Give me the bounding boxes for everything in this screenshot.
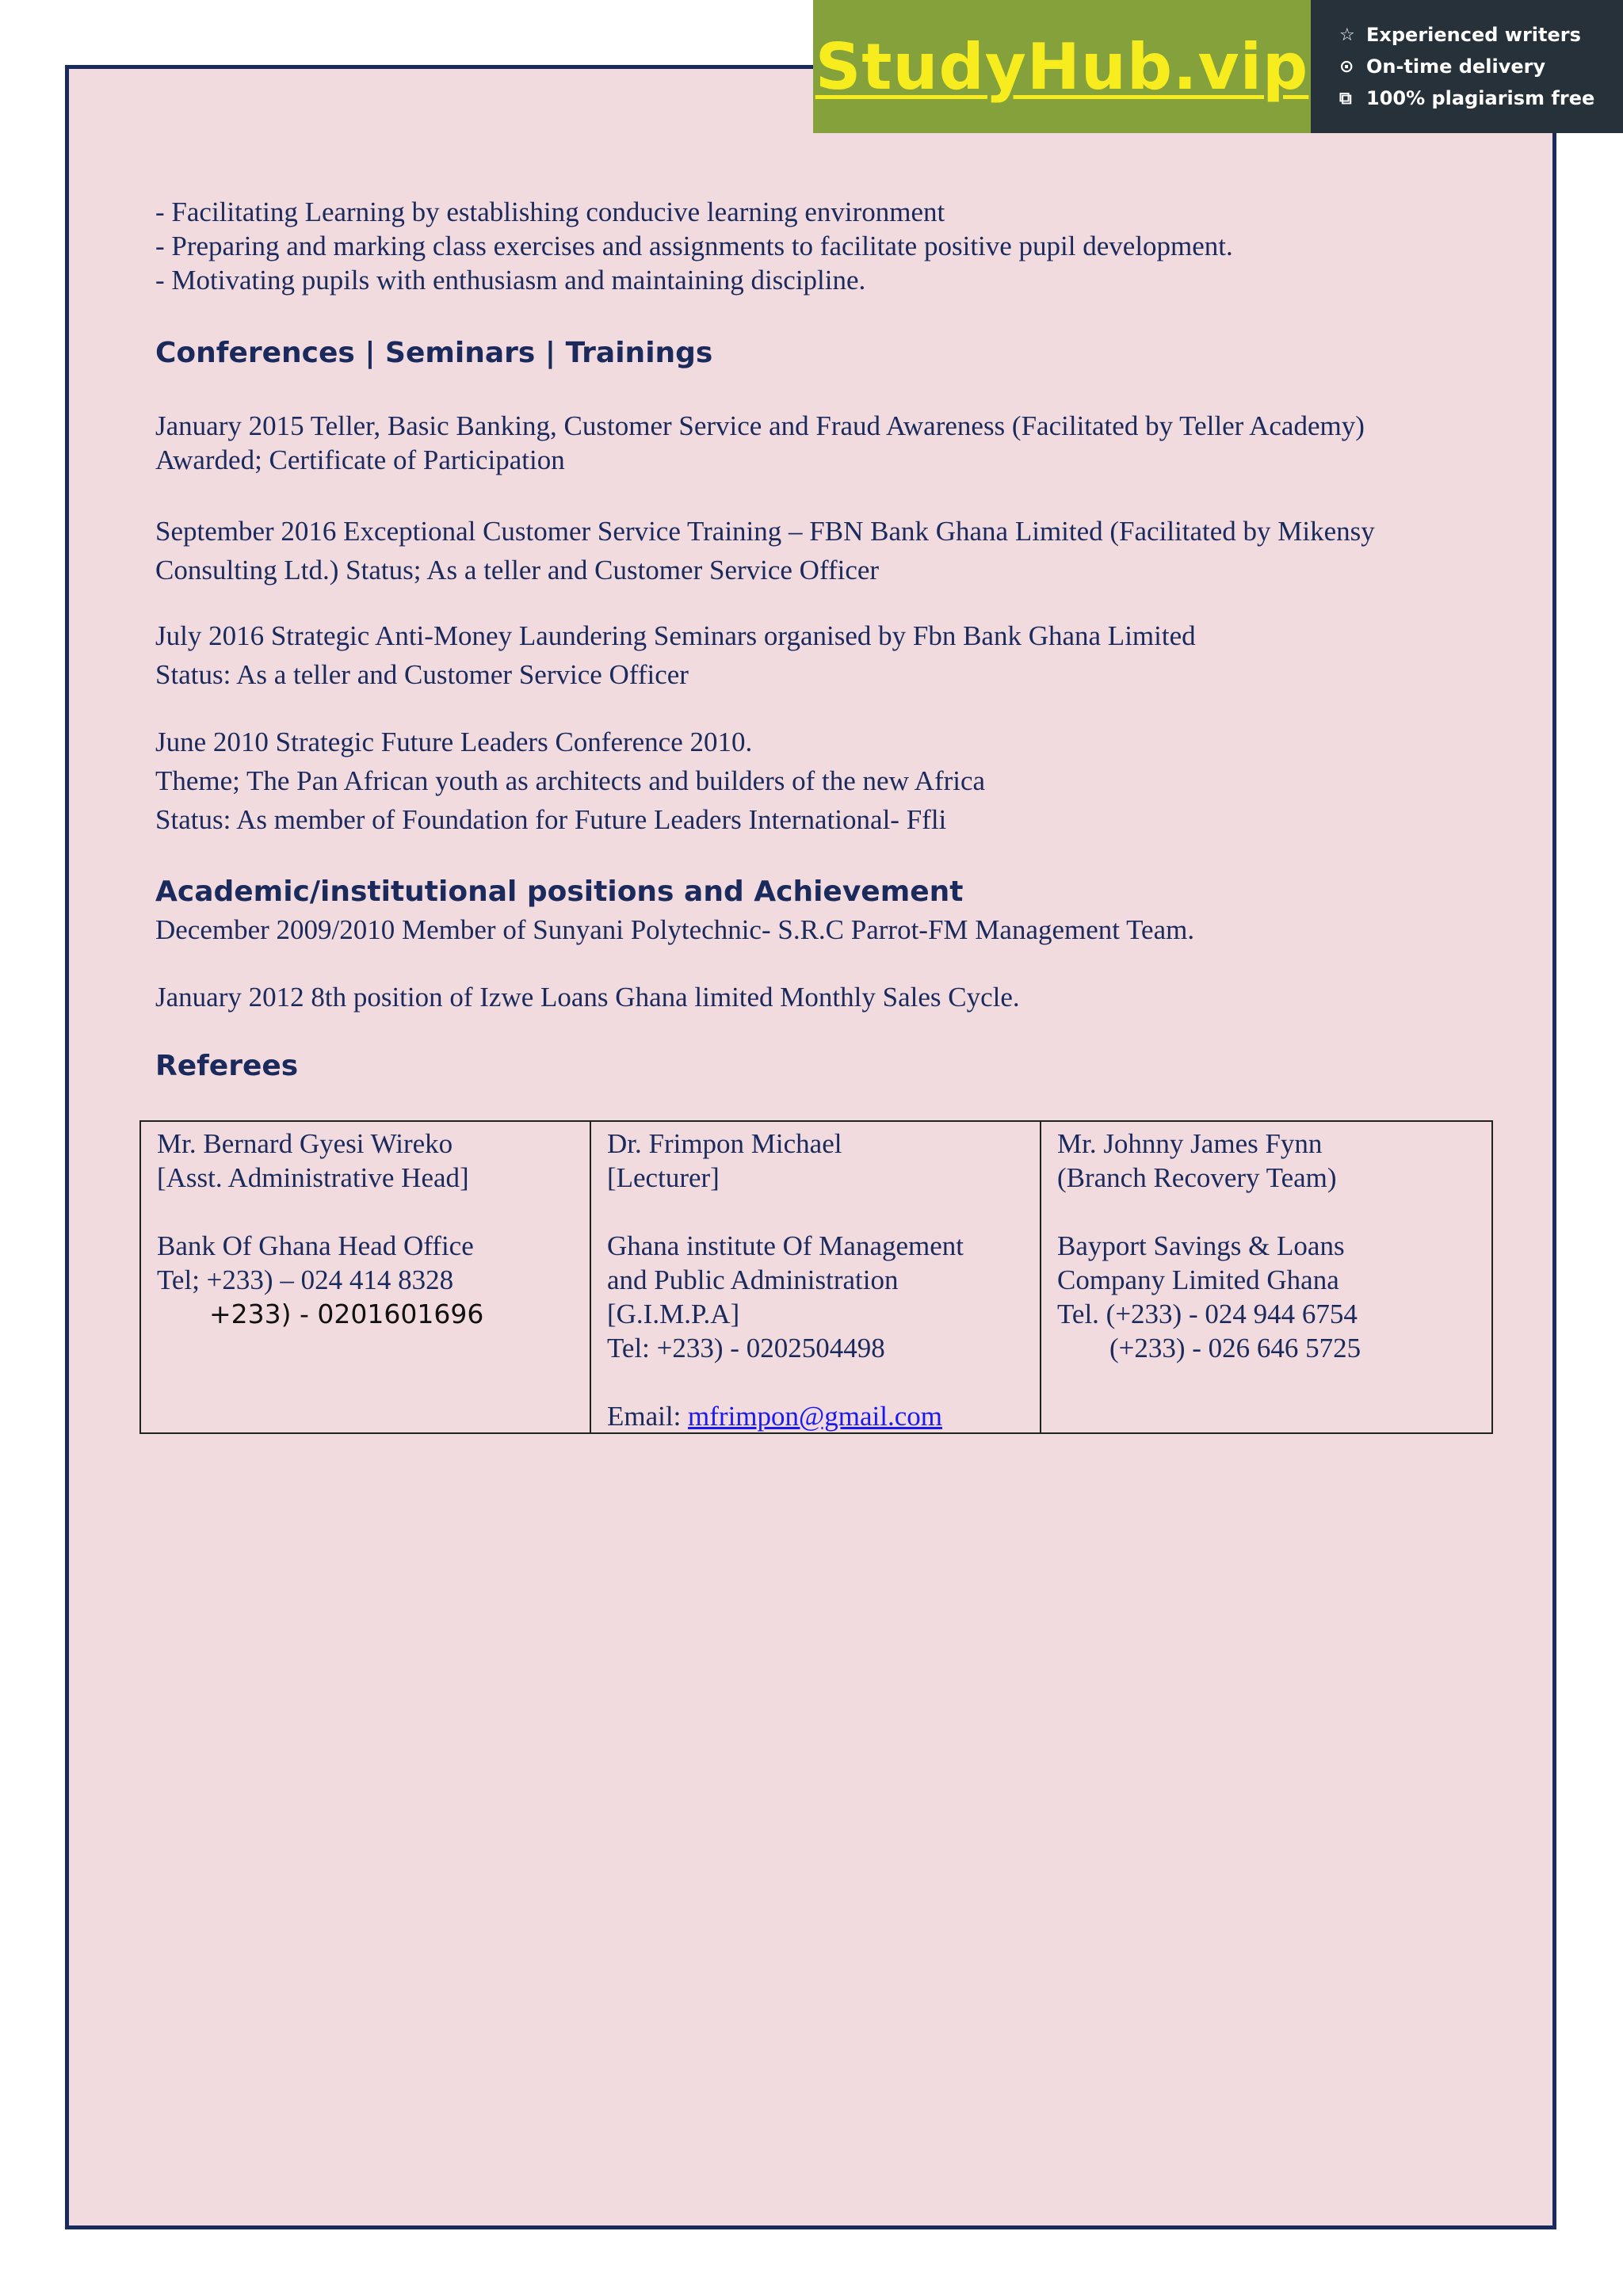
feature-label: Experienced writers — [1366, 24, 1581, 46]
referee-title: [Asst. Administrative Head] — [157, 1162, 469, 1193]
referee-org: [G.I.M.P.A] — [606, 1299, 740, 1329]
email-label: Email: — [606, 1401, 689, 1432]
referee-org: and Public Administration — [606, 1264, 899, 1295]
feature-label: 100% plagiarism free — [1366, 87, 1595, 109]
studyhub-banner[interactable] — [813, 0, 1623, 133]
referee-cell — [1041, 1122, 1491, 1432]
email-link[interactable]: mfrimpon@gmail.com — [688, 1401, 942, 1432]
duty-item: - Motivating pupils with enthusiasm and maintaining discipline. — [155, 265, 866, 296]
referee-name: Mr. Bernard Gyesi Wireko — [157, 1128, 453, 1159]
clock-icon: ⊙ — [1339, 56, 1354, 77]
referee-phone: Tel. (+233) - 024 944 6754 — [1056, 1299, 1358, 1329]
conference-entry — [155, 512, 1375, 589]
referee-email-row — [607, 1399, 1040, 1433]
referees-table — [139, 1120, 1493, 1434]
referee-name: Mr. Johnny James Fynn — [1056, 1128, 1323, 1159]
entry-line: Status: As member of Foundation for Future Leaders International- Ffli — [155, 804, 947, 835]
referee-cell — [591, 1122, 1041, 1432]
duties-list — [155, 195, 1233, 297]
conference-entry — [155, 723, 985, 839]
academic-heading: Academic/institutional positions and Achievement — [155, 875, 964, 908]
entry-line: Consulting Ltd.) Status; As a teller and Customer Service Officer — [155, 555, 880, 585]
feature-item — [1339, 51, 1623, 82]
referee-phone: (+233) - 026 646 5725 — [1109, 1333, 1361, 1363]
conference-entry — [155, 616, 1196, 694]
entry-line: January 2015 Teller, Basic Banking, Customer Service and Fraud Awareness (Facilitated by Teller Academy) — [155, 410, 1365, 441]
referee-phone: Tel: +233) - 0202504498 — [606, 1333, 885, 1363]
referee-org: Bank Of Ghana Head Office — [157, 1230, 474, 1261]
feature-list — [1311, 0, 1623, 133]
referee-phone: Tel; +233) – 024 414 8328 — [157, 1264, 454, 1295]
referees-heading: Referees — [155, 1050, 299, 1082]
duty-item: - Preparing and marking class exercises and assignments to facilitate positive pupil development. — [155, 231, 1233, 261]
conferences-heading: Conferences | Seminars | Trainings — [155, 337, 713, 369]
entry-line: Status: As a teller and Customer Service Officer — [155, 659, 689, 690]
copy-icon: ⧉ — [1339, 88, 1352, 109]
brand-text: StudyHub.vip — [815, 29, 1309, 104]
referee-cell — [141, 1122, 591, 1432]
star-icon: ☆ — [1339, 25, 1355, 45]
referee-title: (Branch Recovery Team) — [1056, 1162, 1337, 1193]
referee-name: Dr. Frimpon Michael — [606, 1128, 842, 1159]
brand-logo[interactable] — [813, 0, 1311, 133]
conference-entry — [155, 409, 1365, 477]
academic-entry: December 2009/2010 Member of Sunyani Polytechnic- S.R.C Parrot-FM Management Team. — [155, 914, 1195, 945]
referee-org: Company Limited Ghana — [1056, 1264, 1339, 1295]
feature-item — [1339, 19, 1623, 51]
feature-label: On-time delivery — [1366, 55, 1546, 78]
referee-org: Ghana institute Of Management — [606, 1230, 964, 1261]
entry-line: Awarded; Certificate of Participation — [155, 444, 565, 475]
referee-org: Bayport Savings & Loans — [1056, 1230, 1345, 1261]
entry-line: September 2016 Exceptional Customer Service Training – FBN Bank Ghana Limited (Facilitated by Mikensy — [155, 516, 1375, 547]
entry-line: Theme; The Pan African youth as architects and builders of the new Africa — [155, 765, 986, 796]
academic-entry: January 2012 8th position of Izwe Loans Ghana limited Monthly Sales Cycle. — [155, 982, 1020, 1013]
entry-line: June 2010 Strategic Future Leaders Conference 2010. — [155, 727, 753, 757]
feature-item — [1339, 82, 1623, 114]
entry-line: July 2016 Strategic Anti-Money Laundering Seminars organised by Fbn Bank Ghana Limited — [155, 620, 1196, 651]
duty-item: - Facilitating Learning by establishing conducive learning environment — [155, 196, 945, 227]
referee-phone: +233) - 0201601696 — [209, 1299, 484, 1329]
referee-title: [Lecturer] — [606, 1162, 720, 1193]
